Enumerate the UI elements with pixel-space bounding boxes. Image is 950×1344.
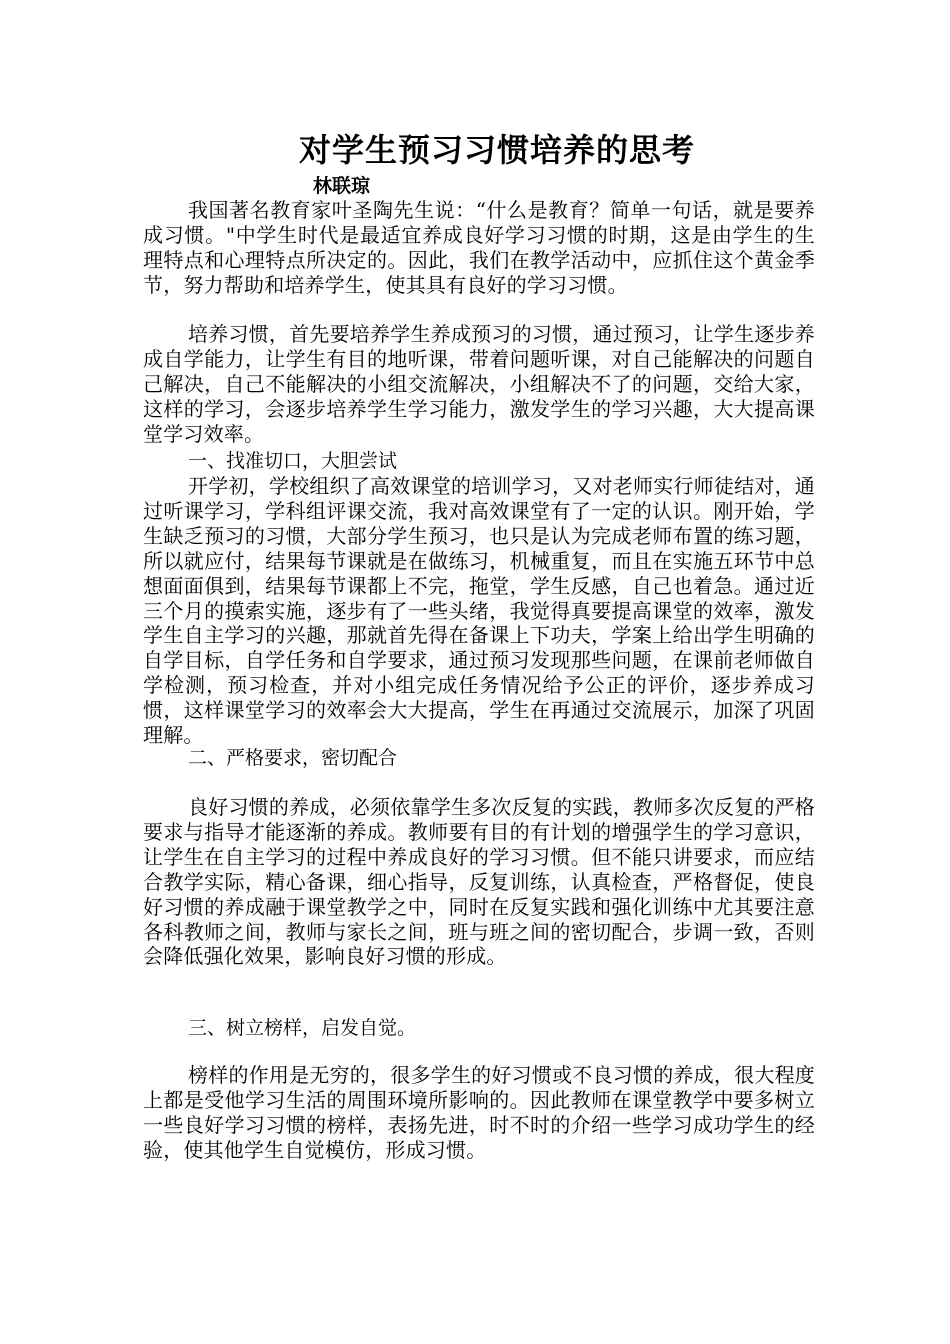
document-author: 林联琼	[313, 175, 371, 197]
section-heading-1: 一、找准切口，大胆尝试	[188, 450, 398, 472]
document-title: 对学生预习习惯培养的思考	[298, 131, 695, 169]
paragraph-5: 榜样的作用是无穷的，很多学生的好习惯或不良习惯的养成，很大程度上都是受他学习生活的周围环境所影响的。因此教师在课堂教学中要多树立一些良好学习习惯的榜样，表扬先进，时不时的介绍一些学习成功学生的经验，使其他学生自觉模仿，形成习惯。	[143, 1063, 815, 1162]
paragraph-3: 开学初，学校组织了高效课堂的培训学习，又对老师实行师徒结对，通过听课学习，学科组评课交流，我对高效课堂有了一定的认识。刚开始，学生缺乏预习的习惯，大部分学生预习，也只是认为完成老师布置的练习题，所以就应付，结果每节课就是在做练习，机械重复，而且在实施五环节中总想面面俱到，结果每节课都上不完，拖堂，学生反感，自己也着急。通过近三个月的摸索实施，逐步有了一些头绪，我觉得真要提高课堂的效率，激发学生自主学习的兴趣，那就首先得在备课上下功夫，学案上给出学生明确的自学目标，自学任务和自学要求，通过预习发现那些问题，在课前老师做自学检测，预习检查，并对小组完成任务情况给予公正的评价，逐步养成习惯，这样课堂学习的效率会大大提高，学生在再通过交流展示，加深了巩固理解。	[143, 474, 815, 748]
section-heading-2: 二、严格要求，密切配合	[188, 747, 398, 769]
paragraph-1: 我国著名教育家叶圣陶先生说：“什么是教育？简单一句话，就是要养成习惯。"中学生时代是最适宜养成良好学习习惯的时期，这是由学生的生理特点和心理特点所决定的。因此，我们在教学活动中，应抓住这个黄金季节，努力帮助和培养学生，使其具有良好的学习习惯。	[143, 198, 815, 297]
section-heading-3: 三、树立榜样，启发自觉。	[188, 1017, 417, 1039]
paragraph-4: 良好习惯的养成，必须依靠学生多次反复的实践，教师多次反复的严格要求与指导才能逐渐的养成。教师要有目的有计划的增强学生的学习意识，让学生在自主学习的过程中养成良好的学习习惯。但不能只讲要求，而应结合教学实际，精心备课，细心指导，反复训练，认真检查，严格督促，使良好习惯的养成融于课堂教学之中，同时在反复实践和强化训练中尤其要注意各科教师之间，教师与家长之间，班与班之间的密切配合，步调一致，否则会降低强化效果，影响良好习惯的形成。	[143, 795, 815, 969]
paragraph-2: 培养习惯，首先要培养学生养成预习的习惯，通过预习，让学生逐步养成自学能力，让学生有目的地听课，带着问题听课，对自己能解决的问题自己解决，自己不能解决的小组交流解决，小组解决不了的问题，交给大家，这样的学习，会逐步培养学生学习能力，激发学生的学习兴趣，大大提高课堂学习效率。	[143, 322, 815, 446]
